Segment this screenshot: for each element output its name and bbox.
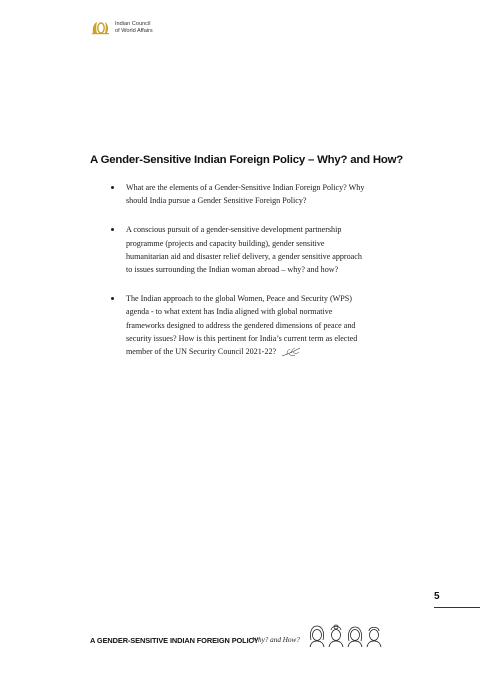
org-name-line2: of World Affairs — [115, 27, 153, 34]
sprig-icon — [281, 346, 301, 358]
page-heading: A Gender-Sensitive Indian Foreign Policy – Why? and How? — [90, 154, 404, 166]
list-item-text: What are the elements of a Gender-Sensitive Indian Foreign Policy? Why should India pursue a Gender Sensitive Foreign Policy? — [126, 183, 365, 206]
org-name — [115, 21, 153, 34]
list-item-text: The Indian approach to the global Women, Peace and Security (WPS) agenda - to what extent has India aligned with global normative frameworks designed to address the gendered dimensions of peace and security issues? How is this pertinent for India’s current term as elected member of the UN Security Council 2021-22? — [126, 294, 358, 357]
woman-face-icon — [346, 624, 364, 648]
woman-face-icon — [365, 624, 383, 648]
women-faces-icon — [308, 624, 384, 648]
list-item-text: A conscious pursuit of a gender-sensitive development partnership programme (projects and capacity building), gender sensitive humanitarian aid and disaster relief delivery, a gender sensitive approach to issues surrounding the Indian woman abroad – why? and how? — [126, 225, 362, 275]
header-logo — [90, 20, 153, 35]
icwa-logo-icon — [90, 20, 112, 35]
list-item — [104, 223, 368, 276]
footer-subtitle: Why? and How? — [252, 636, 300, 644]
page-number: 5 — [434, 591, 440, 602]
list-item — [104, 292, 368, 358]
woman-face-icon — [327, 624, 345, 648]
woman-face-icon — [308, 624, 326, 648]
org-name-line1: Indian Council — [115, 20, 151, 27]
bullet-icon — [111, 186, 114, 189]
list-item — [104, 181, 368, 207]
footer-title: A GENDER-SENSITIVE INDIAN FOREIGN POLICY — [90, 636, 259, 645]
bullet-icon — [111, 228, 114, 231]
page-number-rule — [434, 607, 480, 608]
bullet-icon — [111, 297, 114, 300]
question-list — [104, 181, 368, 374]
